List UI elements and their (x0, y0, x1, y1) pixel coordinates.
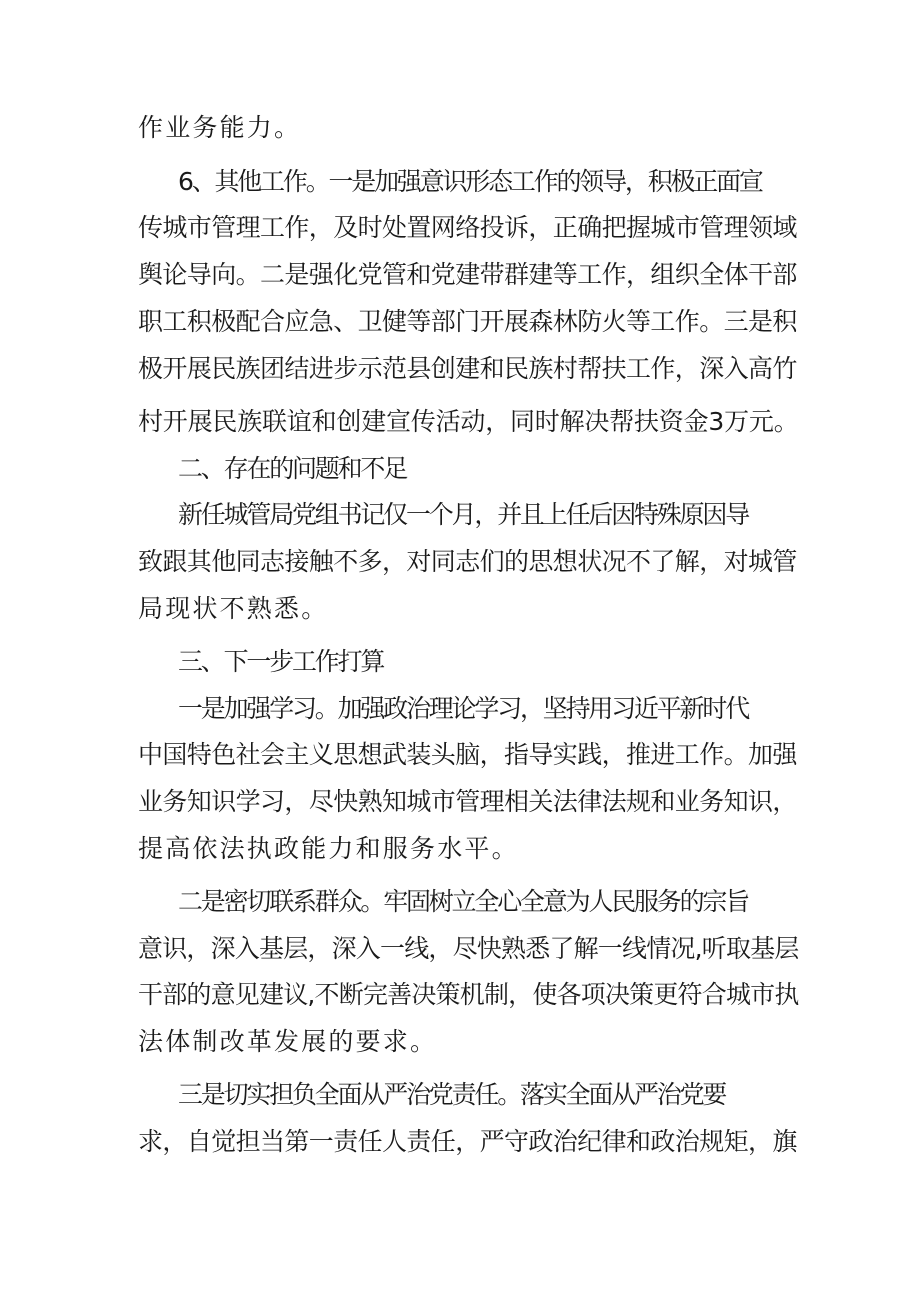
text-line: 干部的意见建议,不断完善决策机制，使各项决策更符合城市执 (138, 980, 799, 1009)
text-line: 中国特色社会主义思想武装头脑，指导实践，推进工作。加强 (138, 740, 797, 769)
text-line: 求，自觉担当第一责任人责任，严守政治纪律和政治规矩，旗 (138, 1127, 797, 1156)
section-heading: 三、下一步工作打算 (178, 647, 384, 676)
text-line: 一是加强学习。加强政治理论学习，坚持用习近平新时代 (178, 694, 749, 723)
text-line: 局现状不熟悉。 (138, 594, 329, 623)
text-line: 意识，深入基层，深入一线，尽快熟悉了解一线情况,听取基层 (138, 934, 799, 963)
text-line: 舆论导向。二是强化党管和党建带群建等工作，组织全体干部 (138, 260, 797, 289)
text-line: 村开展民族联谊和创建宣传活动，同时解决帮扶资金3万元。 (138, 407, 799, 436)
text-line: 三是切实担负全面从严治党责任。落实全面从严治党要 (178, 1080, 726, 1109)
text-line: 极开展民族团结进步示范县创建和民族村帮扶工作，深入高竹 (138, 354, 797, 383)
section-heading: 二、存在的问题和不足 (178, 454, 407, 483)
text-line: 6、其他工作。一是加强意识形态工作的领导，积极正面宣 (178, 167, 762, 196)
text-line: 业务知识学习，尽快熟知城市管理相关法律法规和业务知识， (138, 787, 797, 816)
text-line: 致跟其他同志接触不多，对同志们的思想状况不了解，对城管 (138, 547, 797, 576)
text-line: 作业务能力。 (138, 113, 302, 142)
text-line: 法体制改革发展的要求。 (138, 1027, 438, 1056)
text-line: 职工积极配合应急、卫健等部门开展森林防火等工作。三是积 (138, 307, 797, 336)
text-line: 新任城管局党组书记仅一个月，并且上任后因特殊原因导 (178, 500, 749, 529)
text-line: 二是密切联系群众。牢固树立全心全意为人民服务的宗旨 (178, 887, 749, 916)
text-line: 传城市管理工作，及时处置网络投诉，正确把握城市管理领域 (138, 213, 797, 242)
text-line: 提高依法执政能力和服务水平。 (138, 834, 519, 863)
